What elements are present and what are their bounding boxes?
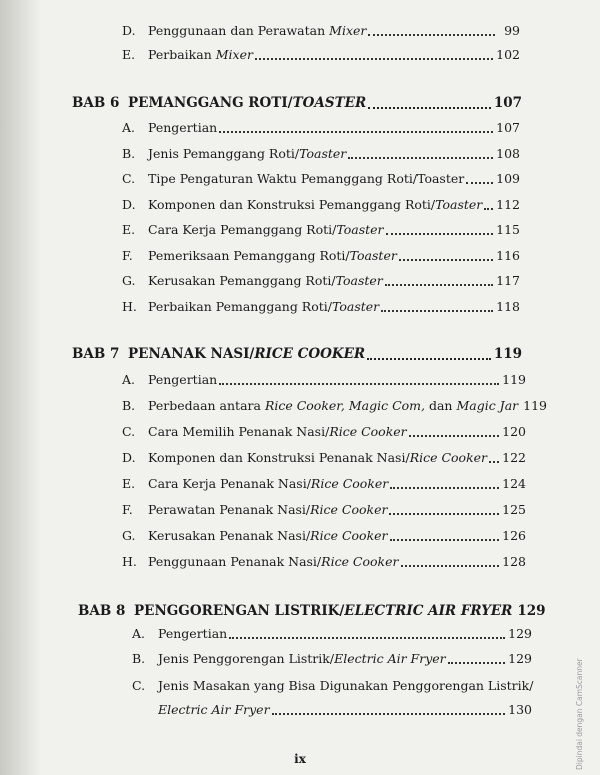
entry-letter: B. bbox=[132, 651, 146, 666]
toc-entry[interactable] bbox=[122, 476, 526, 492]
entry-page: 128 bbox=[502, 554, 526, 569]
chapter-code: BAB 7 bbox=[72, 346, 120, 362]
toc-entry[interactable] bbox=[122, 23, 520, 39]
entry-page: 125 bbox=[502, 502, 526, 517]
leader-dots bbox=[348, 157, 493, 159]
entry-title: Perbedaan antara Rice Cooker, Magic Com, dan Magic Jar bbox=[148, 398, 519, 413]
leader-dots bbox=[255, 58, 493, 60]
toc-entry[interactable] bbox=[132, 626, 532, 642]
entry-title: Pemeriksaan Pemanggang Roti/Toaster bbox=[148, 247, 397, 263]
entry-page: 99 bbox=[504, 23, 520, 38]
leader-dots bbox=[385, 284, 493, 286]
entry-page: 107 bbox=[496, 120, 520, 135]
entry-letter: E. bbox=[122, 47, 136, 62]
entry-title: Komponen dan Konstruksi Pemanggang Roti/Toaster bbox=[148, 196, 483, 212]
entry-title: Cara Memilih Penanak Nasi/Rice Cooker bbox=[148, 424, 407, 439]
entry-page: 115 bbox=[496, 222, 520, 237]
toc-entry[interactable] bbox=[122, 299, 520, 315]
toc-entry[interactable] bbox=[122, 197, 520, 213]
toc-entry[interactable] bbox=[122, 273, 520, 289]
toc-entry[interactable] bbox=[122, 450, 526, 466]
leader-dots bbox=[368, 34, 495, 36]
chapter-page: 119 bbox=[493, 346, 522, 362]
entry-letter: A. bbox=[122, 120, 136, 135]
chapter-page: 107 bbox=[493, 95, 522, 111]
leader-dots bbox=[219, 131, 493, 133]
toc-entry[interactable] bbox=[122, 528, 526, 544]
leader-dots bbox=[399, 259, 493, 261]
entry-title: Kerusakan Pemanggang Roti/Toaster bbox=[148, 273, 383, 288]
entry-title: Jenis Masakan yang Bisa Digunakan Penggorengan Listrik/ bbox=[158, 678, 534, 693]
toc-entry[interactable] bbox=[122, 47, 520, 63]
entry-title: Kerusakan Penanak Nasi/Rice Cooker bbox=[148, 528, 388, 543]
leader-dots bbox=[386, 233, 494, 235]
leader-dots bbox=[466, 182, 493, 184]
chapter-title: PENANAK NASI/RICE COOKER bbox=[128, 346, 366, 362]
toc-entry[interactable] bbox=[122, 502, 526, 518]
toc-entry[interactable] bbox=[122, 424, 526, 440]
chapter-heading[interactable] bbox=[78, 603, 546, 620]
toc-entry[interactable] bbox=[122, 171, 520, 187]
entry-page: 129 bbox=[508, 651, 532, 666]
entry-page: 108 bbox=[496, 145, 520, 161]
entry-letter: E. bbox=[122, 222, 136, 237]
entry-title: Tipe Pengaturan Waktu Pemanggang Roti/Toaster bbox=[148, 171, 465, 186]
leader-dots bbox=[219, 383, 499, 385]
toc-entry[interactable] bbox=[122, 372, 526, 388]
leader-dots bbox=[401, 565, 500, 567]
toc-entry[interactable] bbox=[122, 120, 520, 136]
page-number: ix bbox=[294, 752, 306, 766]
entry-page: 118 bbox=[496, 298, 520, 314]
entry-title: Pengertian bbox=[148, 120, 218, 135]
entry-letter: A. bbox=[132, 626, 146, 641]
entry-page: 116 bbox=[496, 247, 520, 263]
toc-entry[interactable] bbox=[122, 398, 547, 414]
entry-letter: G. bbox=[122, 528, 136, 543]
scanner-watermark: Dipindai dengan CamScanner bbox=[575, 658, 584, 770]
entry-page: 130 bbox=[508, 702, 532, 717]
entry-title: Perbaikan Pemanggang Roti/Toaster bbox=[148, 298, 380, 314]
toc-entry[interactable] bbox=[122, 222, 520, 238]
entry-page: 117 bbox=[496, 273, 520, 288]
entry-title: Komponen dan Konstruksi Penanak Nasi/Rice Cooker bbox=[148, 450, 488, 465]
entry-title: Penggunaan dan Perawatan Mixer bbox=[148, 23, 367, 38]
entry-page: 102 bbox=[496, 47, 520, 62]
chapter-code: BAB 8 bbox=[78, 603, 126, 619]
entry-title: Cara Kerja Penanak Nasi/Rice Cooker bbox=[148, 476, 389, 491]
chapter-title: PEMANGGANG ROTI/TOASTER bbox=[128, 95, 367, 111]
leader-dots bbox=[489, 461, 499, 463]
toc-entry[interactable] bbox=[122, 146, 520, 162]
entry-letter: F. bbox=[122, 502, 133, 517]
chapter-heading[interactable] bbox=[72, 95, 522, 112]
entry-letter: D. bbox=[122, 196, 136, 212]
page-gutter-shadow bbox=[0, 0, 42, 775]
chapter-code: BAB 6 bbox=[72, 95, 120, 111]
leader-dots bbox=[448, 662, 506, 664]
entry-letter: F. bbox=[122, 247, 133, 263]
chapter-heading[interactable] bbox=[72, 346, 522, 363]
entry-letter: B. bbox=[122, 398, 136, 413]
entry-page: 112 bbox=[496, 196, 520, 212]
entry-title: Penggunaan Penanak Nasi/Rice Cooker bbox=[148, 554, 399, 569]
leader-dots bbox=[367, 358, 491, 360]
entry-page: 126 bbox=[502, 528, 526, 543]
leader-dots bbox=[381, 310, 493, 312]
entry-letter: B. bbox=[122, 145, 136, 161]
entry-title: Perawatan Penanak Nasi/Rice Cooker bbox=[148, 502, 388, 517]
leader-dots bbox=[229, 637, 505, 639]
leader-dots bbox=[368, 107, 491, 109]
entry-title: Perbaikan Mixer bbox=[148, 47, 253, 62]
toc-entry[interactable] bbox=[122, 248, 520, 264]
toc-entry[interactable] bbox=[132, 651, 532, 667]
entry-title: Cara Kerja Pemanggang Roti/Toaster bbox=[148, 222, 384, 237]
entry-title: Pengertian bbox=[148, 372, 218, 387]
entry-letter: H. bbox=[122, 298, 137, 314]
entry-page: 120 bbox=[502, 424, 526, 439]
entry-page: 119 bbox=[502, 372, 526, 387]
entry-letter: C. bbox=[122, 424, 136, 439]
entry-page: 129 bbox=[508, 626, 532, 641]
leader-dots bbox=[390, 487, 499, 489]
entry-page: 119 bbox=[523, 398, 547, 413]
leader-dots bbox=[390, 539, 500, 541]
leader-dots bbox=[389, 513, 499, 515]
leader-dots bbox=[409, 435, 499, 437]
entry-title: Electric Air Fryer bbox=[158, 702, 270, 717]
entry-title: Jenis Pemanggang Roti/Toaster bbox=[148, 145, 347, 161]
entry-page: 122 bbox=[502, 450, 526, 465]
entry-page: 124 bbox=[502, 476, 526, 491]
toc-entry[interactable] bbox=[132, 678, 532, 694]
chapter-page: 129 bbox=[517, 603, 546, 619]
leader-dots bbox=[272, 713, 506, 715]
entry-page: 109 bbox=[496, 171, 520, 186]
entry-letter: C. bbox=[132, 678, 146, 693]
entry-title: Pengertian bbox=[158, 626, 228, 641]
toc-entry[interactable] bbox=[158, 702, 532, 718]
chapter-title: PENGGORENGAN LISTRIK/ELECTRIC AIR FRYER bbox=[134, 603, 513, 619]
entry-letter: C. bbox=[122, 171, 136, 186]
entry-title: Jenis Penggorengan Listrik/Electric Air Fryer bbox=[158, 651, 446, 666]
leader-dots bbox=[484, 208, 493, 210]
entry-letter: H. bbox=[122, 554, 137, 569]
entry-letter: E. bbox=[122, 476, 136, 491]
entry-letter: A. bbox=[122, 372, 136, 387]
toc-entry[interactable] bbox=[122, 554, 526, 570]
entry-letter: G. bbox=[122, 273, 136, 288]
entry-letter: D. bbox=[122, 450, 136, 465]
entry-letter: D. bbox=[122, 23, 136, 38]
